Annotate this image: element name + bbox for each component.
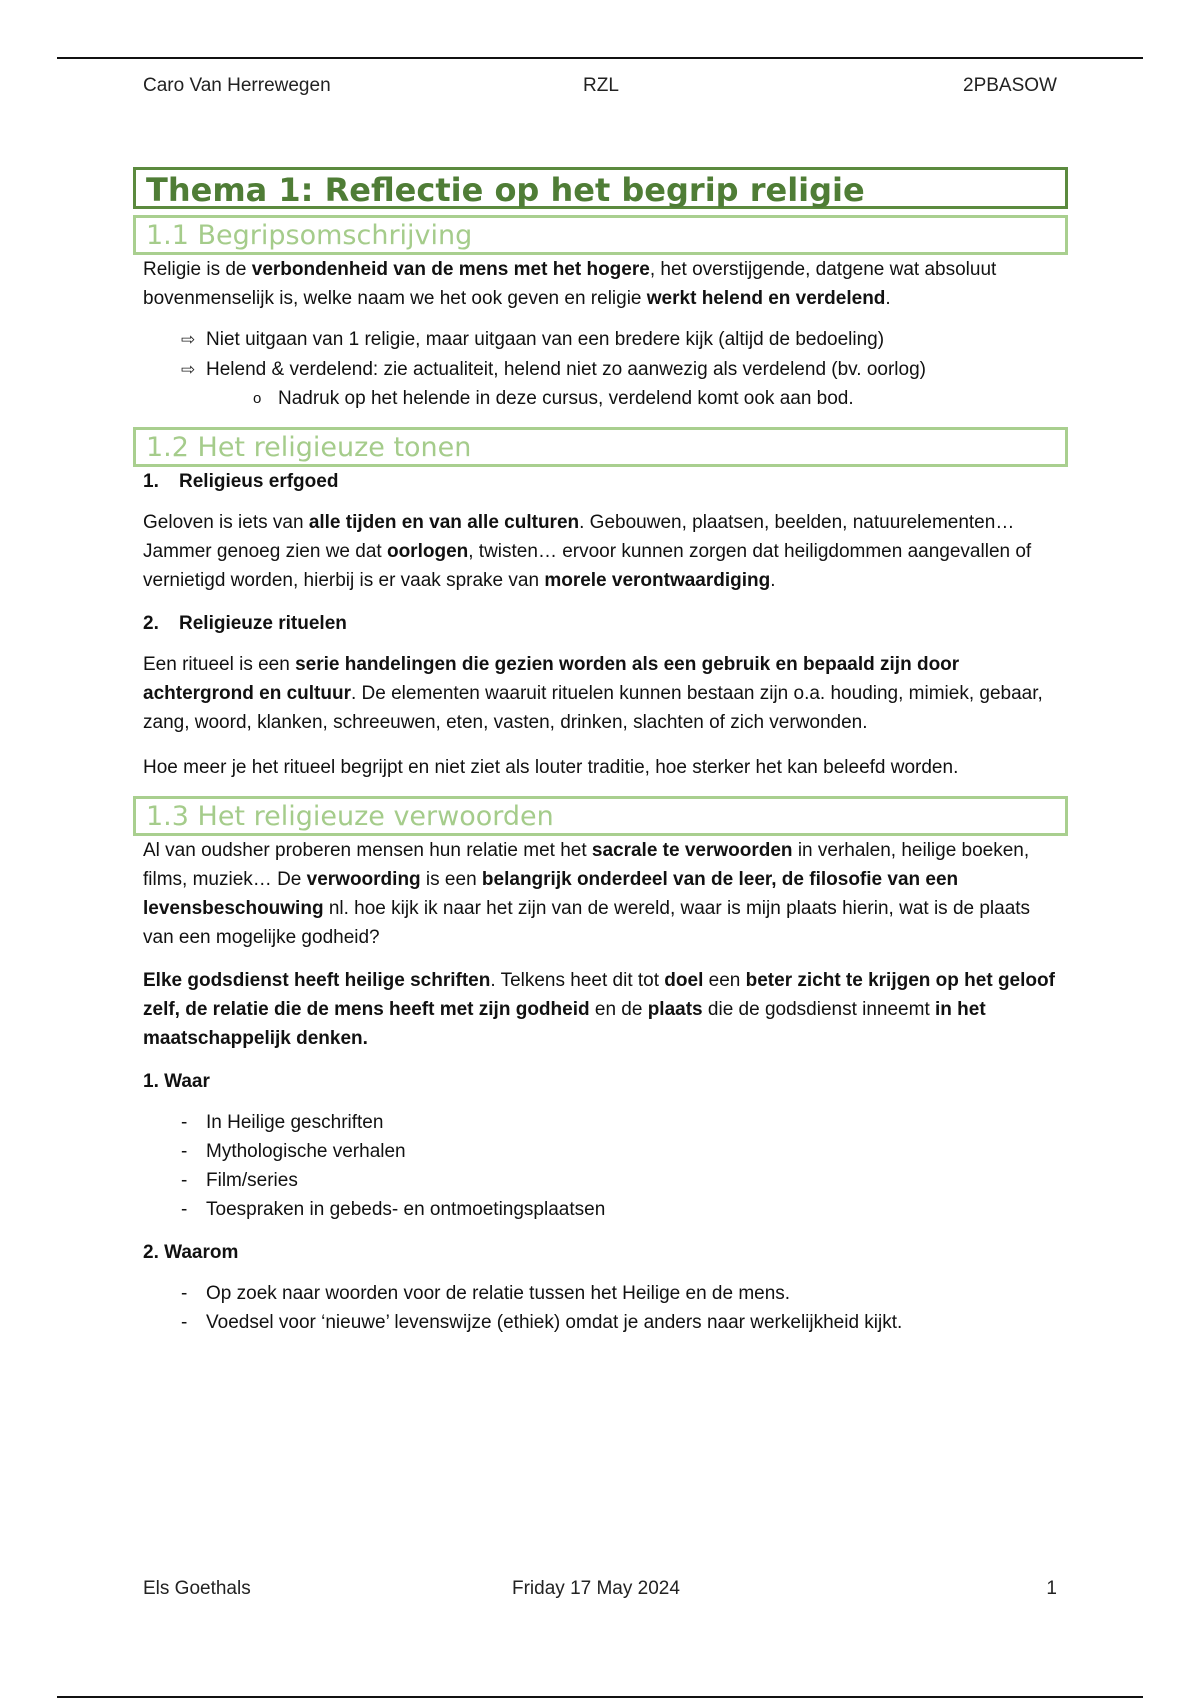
dash-bullet-icon: - [181, 1283, 188, 1304]
dash-bullet-icon: - [181, 1170, 188, 1191]
header-class: 2PBASOW [963, 75, 1057, 96]
document-body [133, 167, 1068, 1337]
waar-list [133, 1108, 1068, 1224]
list-item: - Op zoek naar woorden voor de relatie tussen het Heilige en de mens. [133, 1279, 1068, 1308]
dash-bullet-icon: - [181, 1112, 188, 1133]
section-2-heading: 1.2 Het religieuze tonen [146, 432, 472, 463]
subheading-religieuze-rituelen: 2. Religieuze rituelen [143, 613, 347, 634]
header-rule [57, 57, 1143, 59]
header-author: Caro Van Herrewegen [143, 75, 331, 96]
title-box [133, 167, 1068, 209]
section-2-paragraph-3: Hoe meer je het ritueel begrijpt en niet ziet als louter traditie, hoe sterker het kan beleefd worden. [143, 757, 959, 778]
arrow-icon: ⇨ [181, 330, 196, 349]
footer-page-number: 1 [1046, 1578, 1057, 1599]
list-item: - Film/series [133, 1166, 1068, 1195]
subheading-waar: 1. Waar [143, 1071, 210, 1092]
section-3-heading-box [133, 796, 1068, 836]
dash-bullet-icon: - [181, 1312, 188, 1333]
list-item: ⇨ Helend & verdelend: zie actualiteit, helend niet zo aanwezig als verdelend (bv. oorlog) [133, 355, 1068, 385]
section-1-subbullets [133, 385, 1068, 413]
section-1-heading-box [133, 215, 1068, 255]
section-1-bullets [133, 325, 1068, 385]
section-3-heading: 1.3 Het religieuze verwoorden [146, 801, 554, 832]
section-2-paragraph-2: Een ritueel is een serie handelingen die gezien worden als een gebruik en bepaald zijn door achtergrond en cultuur. De elementen waaruit rituelen kunnen bestaan zijn o.a. houding, mimiek, gebaar, zang, woord, klanken, schreeuwen, eten, vasten, drinken, slachten of zich verwonden. [143, 654, 1043, 733]
subheading-waarom: 2. Waarom [143, 1242, 239, 1263]
section-3-paragraph-2: Elke godsdienst heeft heilige schriften. Telkens heet dit tot doel een beter zicht te krijgen op het geloof zelf, de relatie die de mens heeft met zijn godheid en de plaats die de godsdienst inneemt in het maatschappelijk denken. [143, 970, 1055, 1049]
section-1-heading: 1.1 Begripsomschrijving [146, 220, 473, 251]
page-title: Thema 1: Reflectie op het begrip religie [146, 171, 865, 209]
waarom-list [133, 1279, 1068, 1337]
list-item: ⇨ Niet uitgaan van 1 religie, maar uitgaan van een bredere kijk (altijd de bedoeling) [133, 325, 1068, 355]
circle-bullet-icon: o [253, 390, 262, 407]
header-course: RZL [583, 75, 619, 96]
list-item: o Nadruk op het helende in deze cursus, verdelend komt ook aan bod. [133, 385, 1068, 413]
arrow-icon: ⇨ [181, 360, 196, 379]
subheading-religieus-erfgoed: 1. Religieus erfgoed [143, 471, 339, 492]
list-item: - Toespraken in gebeds- en ontmoetingsplaatsen [133, 1195, 1068, 1224]
dash-bullet-icon: - [181, 1141, 188, 1162]
list-item: - Mythologische verhalen [133, 1137, 1068, 1166]
list-item: - Voedsel voor ‘nieuwe’ levenswijze (ethiek) omdat je anders naar werkelijkheid kijkt. [133, 1308, 1068, 1337]
section-2-paragraph-1: Geloven is iets van alle tijden en van alle culturen. Gebouwen, plaatsen, beelden, natuurelementen… Jammer genoeg zien we dat oorlogen, twisten… ervoor kunnen zorgen dat heiligdommen aangevallen of vernietigd worden, hierbij is er vaak sprake van morele verontwaardiging. [143, 512, 1032, 591]
footer-rule [57, 1696, 1143, 1698]
section-1-paragraph: Religie is de verbondenheid van de mens met het hogere, het overstijgende, datgene wat absoluut bovenmenselijk is, welke naam we het ook geven en religie werkt helend en verdelend. [143, 259, 997, 309]
footer-date: Friday 17 May 2024 [512, 1578, 680, 1599]
section-3-paragraph-1: Al van oudsher proberen mensen hun relatie met het sacrale te verwoorden in verhalen, heilige boeken, films, muziek… De verwoording is een belangrijk onderdeel van de leer, de filosofie van een levensbeschouwing nl. hoe kijk ik naar het zijn van de wereld, waar is mijn plaats hierin, wat is de plaats van een mogelijke godheid? [143, 840, 1031, 948]
list-item: - In Heilige geschriften [133, 1108, 1068, 1137]
footer-teacher: Els Goethals [143, 1578, 251, 1599]
section-2-heading-box [133, 427, 1068, 467]
dash-bullet-icon: - [181, 1199, 188, 1220]
